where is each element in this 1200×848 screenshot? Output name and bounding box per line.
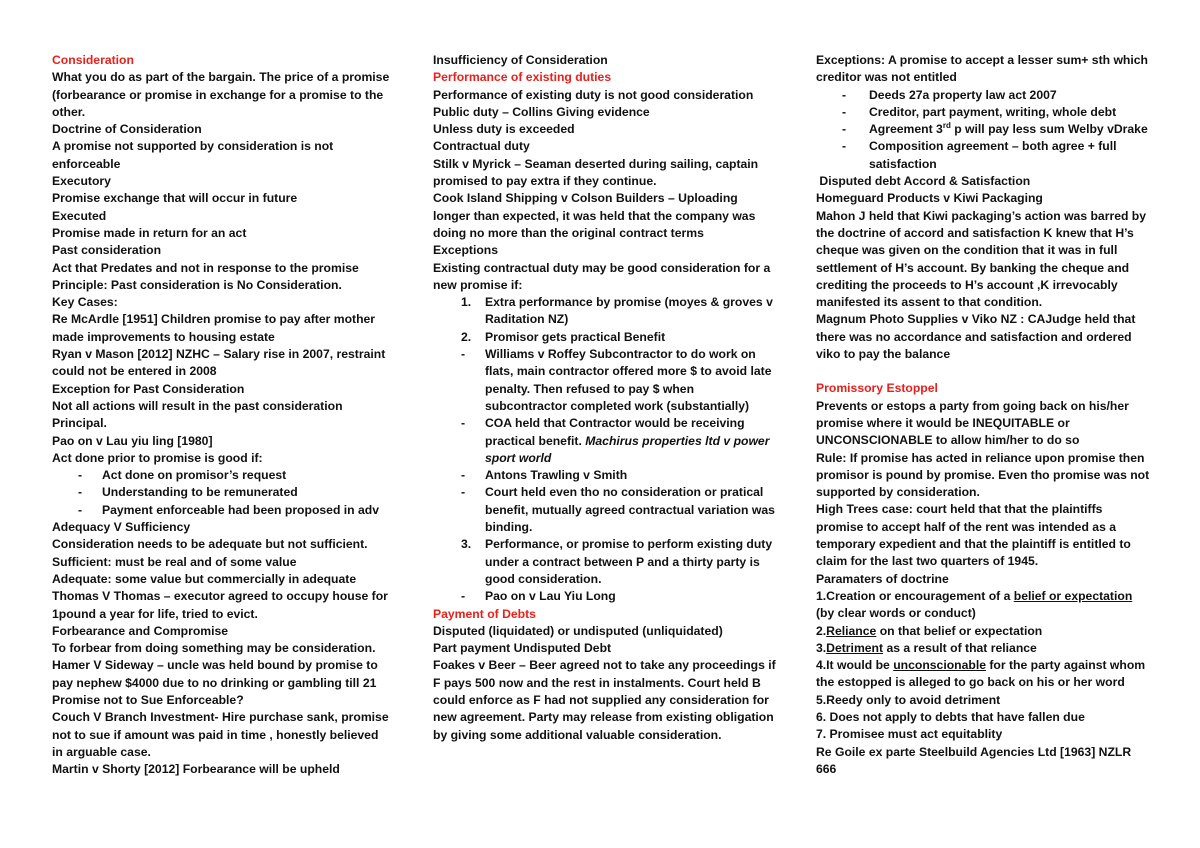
list-item xyxy=(816,121,1150,138)
case-paragraph: Mahon J held that Kiwi packaging’s action was barred by the doctrine of accord and satisfaction K knew that H’s cheque was given on the condition that it was in full settlement of H’s account. By banking the cheque and crediting the proceeds to H’s account ,K irrevocably manifested its assent to that condition. xyxy=(816,208,1147,310)
list-item xyxy=(816,138,1150,173)
text-run: for the party against whom the estopped is alleged to go back on his or her word xyxy=(816,658,1146,690)
case-paragraph: High Trees case: court held that that the plaintiffs promise to accept half of the rent was intended as a temporary expedient and that the plaintiff is entitled to claim for the last two quarters of 1945. xyxy=(816,502,1131,569)
list-item xyxy=(433,415,778,467)
paragraph: Consideration needs to be adequate but not sufficient. xyxy=(52,537,368,552)
heading-payment-of-debts: Payment of Debts xyxy=(433,606,536,621)
doctrine-item-1 xyxy=(816,588,1150,623)
column-3 xyxy=(816,52,1150,778)
text-run: 1.Creation or encouragement of a xyxy=(816,588,1014,603)
doctrine-item-6: 6. Does not apply to debts that have fallen due xyxy=(816,709,1085,724)
text-run: Agreement 3 xyxy=(869,122,943,137)
list-item xyxy=(433,484,778,536)
bullet-marker: - xyxy=(78,468,83,483)
bullet-marker: - xyxy=(461,589,466,604)
list-item-text: Pao on v Lau Yiu Long xyxy=(485,589,616,604)
number-marker: 3. xyxy=(461,537,472,552)
paragraph: Promise made in return for an act xyxy=(52,225,247,240)
subheading: Promise not to Sue Enforceable? xyxy=(52,692,244,707)
paragraph: Not all actions will result in the past consideration Principal. xyxy=(52,398,343,431)
superscript: rd xyxy=(942,121,951,131)
text-run: 4.It would be xyxy=(816,658,894,673)
text-run: as a result of that reliance xyxy=(883,640,1037,655)
paragraph: Rule: If promise has acted in reliance upon promise then promisor is pound by promise. Even tho promise was not supported by consideration. xyxy=(816,450,1150,500)
paragraph: Promise exchange that will occur in future xyxy=(52,191,298,206)
list-item-text: Composition agreement – both agree + full satisfaction xyxy=(869,139,1117,171)
doctrine-item-5: 5.Reedy only to avoid detriment xyxy=(816,692,1001,707)
list-item xyxy=(433,588,778,605)
text-run: on that belief or expectation xyxy=(876,623,1043,638)
case-paragraph: Magnum Photo Supplies v Viko NZ : CAJudge held that there was no accordance and satisfaction and ordered viko to pay the balance xyxy=(816,312,1136,362)
paragraph: Exceptions: A promise to accept a lesser sum+ sth which creditor was not entitled xyxy=(816,53,1148,85)
paragraph: To forbear from doing something may be consideration. xyxy=(52,641,376,656)
subheading: Past consideration xyxy=(52,243,162,258)
coa-text: COA held that Contractor would be receiving practical benefit. xyxy=(485,416,745,448)
bullet-marker: - xyxy=(78,502,83,517)
paragraph: What you do as part of the bargain. The price of a promise (forbearance or promise in exchange for a promise to the other. xyxy=(52,70,390,119)
list-item xyxy=(816,104,1150,121)
doctrine-item-7: 7. Promisee must act equitablity xyxy=(816,727,1003,742)
doctrine-item-2 xyxy=(816,623,1150,640)
doctrine-item-4 xyxy=(816,657,1150,692)
case-paragraph: Thomas V Thomas – executor agreed to occupy house for 1pound a year for life, tried to evict. xyxy=(52,589,388,621)
bullet-marker: - xyxy=(842,104,847,119)
case-citation-italic: Machirus properties ltd v power sport world xyxy=(485,433,770,465)
bullet-marker: - xyxy=(842,122,847,137)
subheading: Doctrine of Consideration xyxy=(52,122,202,137)
list-item-text: Extra performance by promise (moyes & groves v Raditation NZ) xyxy=(485,295,773,327)
paragraph: Adequate: some value but commercially in adequate xyxy=(52,571,357,586)
subheading: Forbearance and Compromise xyxy=(52,623,229,638)
heading-consideration: Consideration xyxy=(52,53,134,67)
paragraph: Existing contractual duty may be good consideration for a new promise if: xyxy=(433,260,771,292)
subheading: Exception for Past Consideration xyxy=(52,381,245,396)
number-marker: 1. xyxy=(461,295,472,310)
column-2 xyxy=(433,52,778,744)
case-paragraph: Pao on v Lau yiu ling [1980] xyxy=(52,433,213,448)
list-item xyxy=(52,484,392,501)
case-paragraph: Re Goile ex parte Steelbuild Agencies Ltd [1963] NZLR 666 xyxy=(816,744,1132,776)
subheading: Executory xyxy=(52,174,111,189)
list-item xyxy=(816,87,1150,104)
subheading: Contractual duty xyxy=(433,139,530,154)
bullet-marker: - xyxy=(842,139,847,154)
list-item-text: Court held even tho no consideration or pratical benefit, mutually agreed contractual variation was binding. xyxy=(485,485,775,535)
case-paragraph: Re McArdle [1951] Children promise to pay after mother made improvements to housing estate xyxy=(52,312,376,344)
bullet-marker: - xyxy=(461,416,466,431)
subheading: Disputed debt Accord & Satisfaction xyxy=(816,174,1031,189)
underlined-term: belief or expectation xyxy=(1013,588,1133,603)
numbered-item xyxy=(433,294,778,329)
paragraph: A promise not supported by consideration is not enforceable xyxy=(52,139,334,171)
case-paragraph: Homeguard Products v Kiwi Packaging xyxy=(816,191,1043,206)
heading-performance: Performance of existing duties xyxy=(433,70,612,85)
list-item-text: Payment enforceable had been proposed in adv xyxy=(102,502,379,517)
bullet-marker: - xyxy=(842,87,847,102)
underlined-term: unconscionable xyxy=(893,658,986,673)
list-item xyxy=(433,467,778,484)
paragraph: Act done prior to promise is good if: xyxy=(52,450,263,465)
text-run: (by clear words or conduct) xyxy=(816,606,976,621)
list-item xyxy=(52,502,392,519)
subheading: Insufficiency of Consideration xyxy=(433,53,608,67)
underlined-term: Detriment xyxy=(826,640,884,655)
list-item-text: Promisor gets practical Benefit xyxy=(485,329,666,344)
underlined-term: Reliance xyxy=(826,623,877,638)
subheading: Key Cases: xyxy=(52,295,118,310)
bullet-marker: - xyxy=(461,468,466,483)
list-item-text: Creditor, part payment, writing, whole debt xyxy=(869,104,1117,119)
bullet-marker: - xyxy=(461,347,466,362)
paragraph: Disputed (liquidated) or undisputed (unliquidated) xyxy=(433,623,723,638)
bullet-marker: - xyxy=(461,485,466,500)
case-paragraph: Martin v Shorty [2012] Forbearance will be upheld xyxy=(52,762,340,777)
subheading: Part payment Undisputed Debt xyxy=(433,641,612,656)
paragraph: Sufficient: must be real and of some value xyxy=(52,554,297,569)
text-run: 3. xyxy=(816,640,827,655)
bullet-marker: - xyxy=(78,485,83,500)
paragraph: Unless duty is exceeded xyxy=(433,122,575,137)
list-item-text: Understanding to be remunerated xyxy=(102,485,298,500)
list-item-text: Antons Trawling v Smith xyxy=(485,468,628,483)
subheading: Paramaters of doctrine xyxy=(816,571,949,586)
case-paragraph: Couch V Branch Investment- Hire purchase sank, promise not to sue if amount was paid in time , honestly believed in arguable case. xyxy=(52,710,389,759)
list-item xyxy=(52,467,392,484)
paragraph: Act that Predates and not in response to the promise xyxy=(52,260,359,275)
text-run: p will pay less sum Welby vDrake xyxy=(950,122,1148,137)
heading-promissory-estoppel: Promissory Estoppel xyxy=(816,381,938,396)
number-marker: 2. xyxy=(461,329,472,344)
subheading: Adequacy V Sufficiency xyxy=(52,520,191,535)
paragraph: Public duty – Collins Giving evidence xyxy=(433,104,650,119)
list-item-text xyxy=(869,121,1150,138)
case-paragraph: Foakes v Beer – Beer agreed not to take any proceedings if F pays 500 now and the rest in instalments. Court held B could enforce as F had not supplied any consideration for new agreement. Party may release from existing obligation by giving some additional valuable consideration. xyxy=(433,658,776,742)
text-run: 2. xyxy=(816,623,827,638)
list-item-text: Williams v Roffey Subcontractor to do work on flats, main contractor offered more $ to avoid late penalty. Then refused to pay $ when subcontractor completed work (substantially) xyxy=(485,347,772,413)
list-item xyxy=(433,346,778,415)
numbered-item xyxy=(433,329,778,346)
doctrine-item-3 xyxy=(816,640,1150,657)
case-paragraph: Stilk v Myrick – Seaman deserted during sailing, captain promised to pay extra if they continue. xyxy=(433,156,759,189)
list-item-text: Deeds 27a property law act 2007 xyxy=(869,87,1057,102)
spacer xyxy=(816,363,1150,380)
list-item-text xyxy=(485,415,778,467)
paragraph: Prevents or estops a party from going back on his/her promise where it would be INEQUITABLE or UNCONSCIONABLE to allow him/her to do so xyxy=(816,398,1129,448)
case-paragraph: Hamer V Sideway – uncle was held bound by promise to pay nephew $4000 due to no drinking or gambling till 21 xyxy=(52,658,378,690)
list-item-text: Performance, or promise to perform existing duty under a contract between P and a thirty party is good consideration. xyxy=(485,537,773,586)
paragraph: Principle: Past consideration is No Consideration. xyxy=(52,277,342,292)
column-1 xyxy=(52,52,392,778)
list-item-text: Act done on promisor’s request xyxy=(102,468,287,483)
case-paragraph: Ryan v Mason [2012] NZHC – Salary rise in 2007, restraint could not be entered in 2008 xyxy=(52,347,386,379)
numbered-item xyxy=(433,536,778,588)
subheading: Exceptions xyxy=(433,243,499,258)
subheading: Executed xyxy=(52,208,107,223)
paragraph: Performance of existing duty is not good consideration xyxy=(433,87,754,102)
case-paragraph: Cook Island Shipping v Colson Builders – Uploading longer than expected, it was held that the company was doing no more than the original contract terms xyxy=(433,191,756,240)
